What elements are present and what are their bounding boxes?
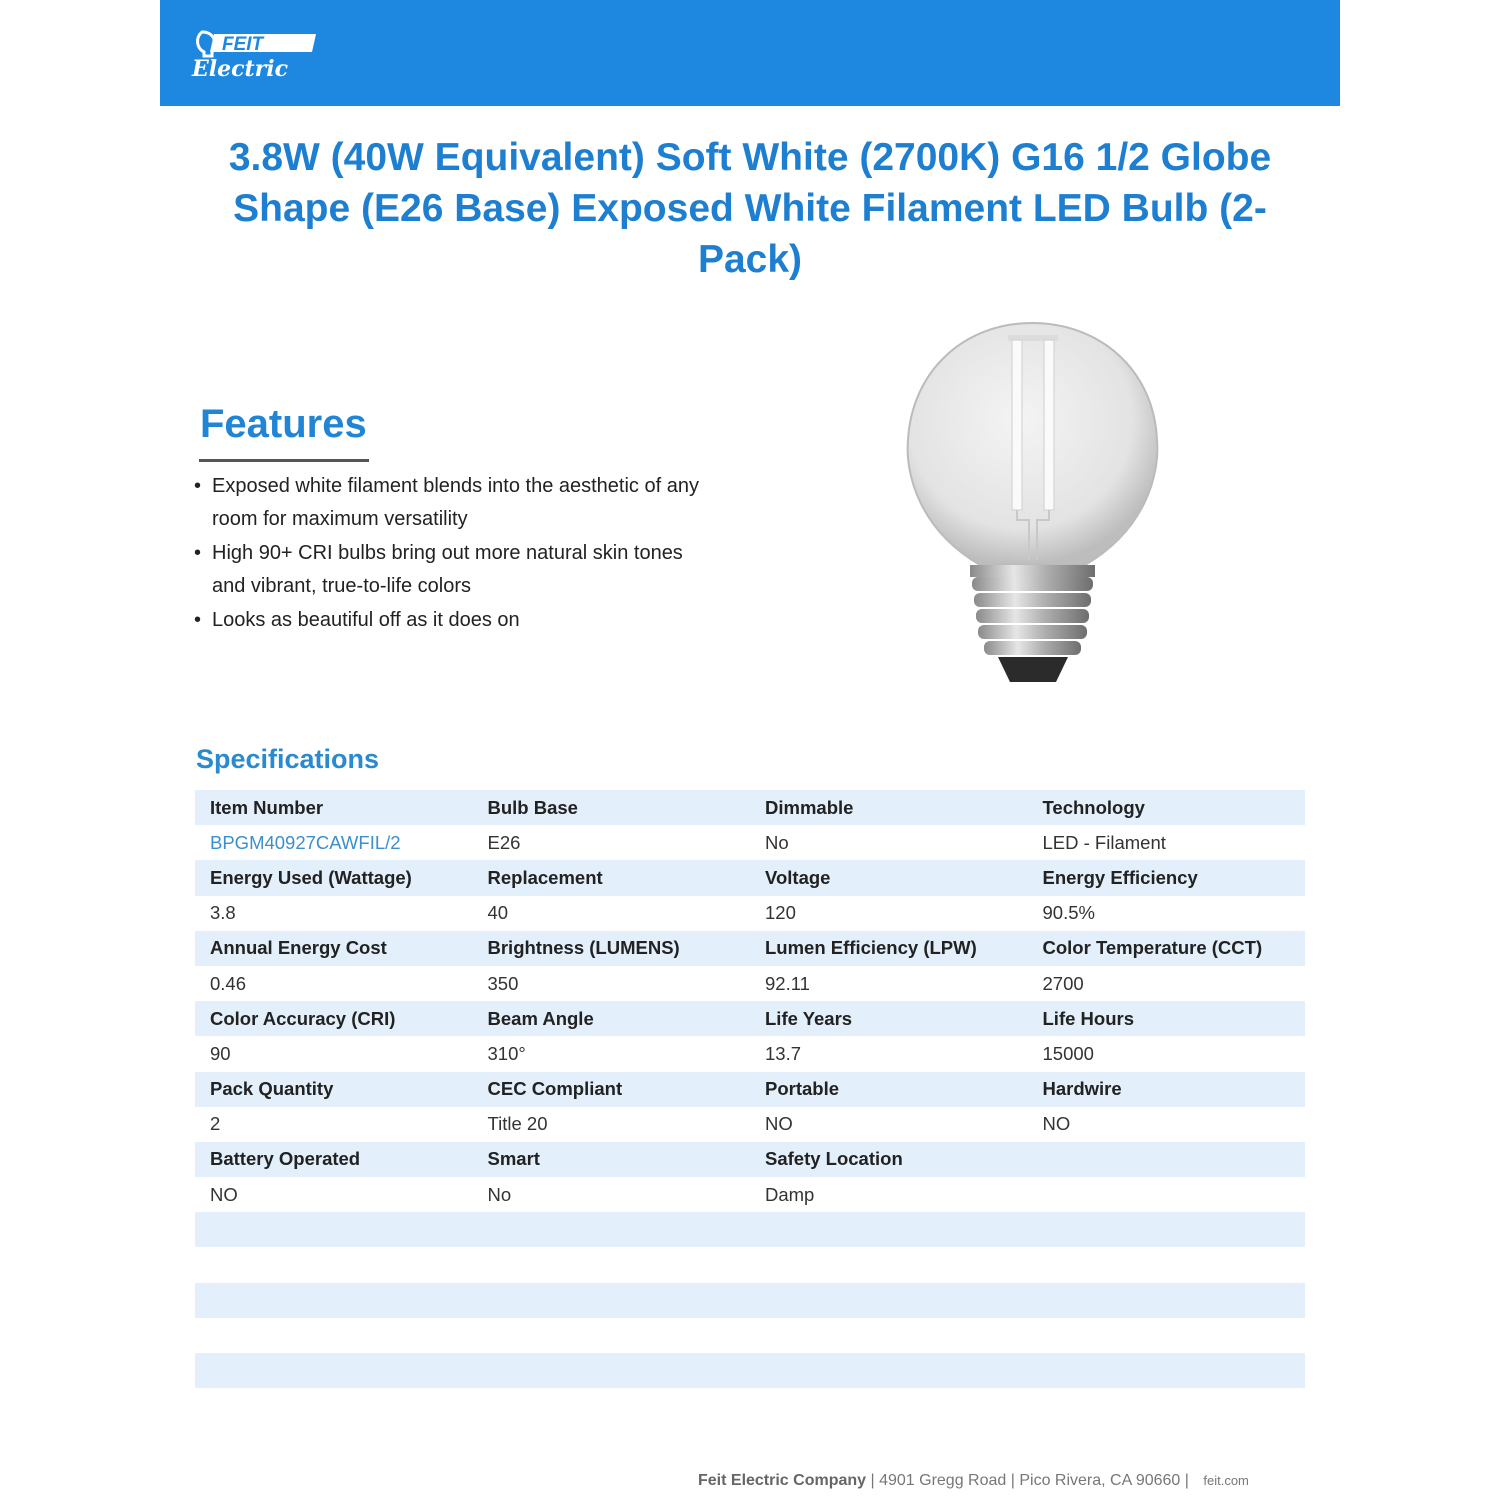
spec-label: Battery Operated bbox=[210, 1148, 361, 1170]
spec-label: CEC Compliant bbox=[487, 1078, 623, 1100]
feature-text: Exposed white filament blends into the aesthetic of any room for maximum versatility bbox=[212, 475, 699, 530]
spec-value: Title 20 bbox=[487, 1113, 548, 1135]
spec-label-row bbox=[195, 1072, 1305, 1107]
spec-value: 2700 bbox=[1042, 972, 1084, 994]
spec-value: No bbox=[487, 1183, 512, 1205]
footer bbox=[698, 1472, 1249, 1490]
features-list bbox=[192, 470, 712, 639]
spec-label: Life Years bbox=[765, 1007, 853, 1029]
spec-label: Annual Energy Cost bbox=[210, 937, 387, 959]
spec-label: Color Accuracy (CRI) bbox=[210, 1007, 396, 1029]
spec-label-row bbox=[195, 860, 1305, 895]
spec-label: Life Hours bbox=[1042, 1007, 1134, 1029]
spec-value: 40 bbox=[487, 902, 509, 924]
spec-value-row bbox=[195, 825, 1305, 860]
spec-label: Item Number bbox=[210, 796, 324, 818]
spec-label-row bbox=[195, 1001, 1305, 1036]
spec-value: NO bbox=[210, 1183, 238, 1205]
feature-item bbox=[192, 537, 712, 602]
spec-label: Brightness (LUMENS) bbox=[487, 937, 680, 959]
spec-value-row bbox=[195, 966, 1305, 1001]
footer-website-link[interactable]: feit.com bbox=[1203, 1473, 1249, 1488]
spec-label: Lumen Efficiency (LPW) bbox=[765, 937, 977, 959]
spec-value: NO bbox=[765, 1113, 793, 1135]
spec-value: 92.11 bbox=[765, 972, 810, 994]
spec-label: Dimmable bbox=[765, 796, 854, 818]
spec-value-row bbox=[195, 1107, 1305, 1142]
specifications-table bbox=[195, 790, 1305, 1388]
features-heading: Features bbox=[200, 402, 367, 446]
spec-label-row bbox=[195, 1142, 1305, 1177]
spec-empty-row bbox=[195, 1353, 1305, 1388]
spec-label: Replacement bbox=[487, 866, 603, 888]
spec-label: Hardwire bbox=[1042, 1078, 1122, 1100]
spec-label: Pack Quantity bbox=[210, 1078, 334, 1100]
spec-label: Voltage bbox=[765, 866, 831, 888]
spec-value: 15000 bbox=[1042, 1042, 1094, 1064]
spec-label-row bbox=[195, 931, 1305, 966]
specifications-heading: Specifications bbox=[196, 744, 380, 774]
product-title: 3.8W (40W Equivalent) Soft White (2700K) G16 1/2 Globe Shape (E26 Base) Exposed White Filament LED Bulb (2-Pack) bbox=[228, 136, 1272, 281]
bullet-icon: • bbox=[194, 475, 202, 497]
spec-label: Safety Location bbox=[765, 1148, 903, 1170]
feature-item bbox=[192, 604, 712, 637]
spec-value: LED - Filament bbox=[1042, 831, 1166, 853]
bullet-icon: • bbox=[194, 542, 202, 564]
spec-value: 90 bbox=[210, 1042, 231, 1064]
spec-value: 13.7 bbox=[765, 1042, 802, 1064]
footer-company: Feit Electric Company bbox=[698, 1472, 867, 1489]
spec-value: 90.5% bbox=[1042, 902, 1095, 924]
spec-label: Portable bbox=[765, 1078, 840, 1100]
spec-value-row bbox=[195, 1036, 1305, 1071]
spec-label: Energy Used (Wattage) bbox=[210, 866, 412, 888]
feature-text: High 90+ CRI bulbs bring out more natural skin tones and vibrant, true-to-life colors bbox=[212, 542, 683, 597]
spec-label: Beam Angle bbox=[487, 1007, 594, 1029]
feit-electric-logo bbox=[188, 28, 318, 82]
spec-label: Energy Efficiency bbox=[1042, 866, 1198, 888]
spec-value: E26 bbox=[487, 831, 521, 853]
spec-label: Smart bbox=[487, 1148, 540, 1170]
header-band bbox=[160, 0, 1340, 106]
spec-empty-row bbox=[195, 1318, 1305, 1353]
spec-value: 310° bbox=[487, 1042, 526, 1064]
spec-label: Bulb Base bbox=[487, 796, 578, 818]
spec-empty-row bbox=[195, 1212, 1305, 1247]
spec-value: Damp bbox=[765, 1183, 815, 1205]
product-image-bulb bbox=[900, 315, 1165, 700]
spec-empty-row bbox=[195, 1247, 1305, 1282]
logo-electric-text: Electric bbox=[192, 56, 289, 82]
footer-address: | 4901 Gregg Road | Pico Rivera, CA 90660 | bbox=[866, 1472, 1194, 1489]
feature-text: Looks as beautiful off as it does on bbox=[212, 609, 520, 631]
spec-value-row bbox=[195, 896, 1305, 931]
spec-value: 3.8 bbox=[210, 902, 236, 924]
logo-feit-text: FEIT bbox=[222, 34, 264, 55]
feature-item bbox=[192, 470, 712, 535]
features-divider bbox=[199, 459, 369, 462]
spec-value: 0.46 bbox=[210, 972, 247, 994]
spec-value: 2 bbox=[210, 1113, 221, 1135]
spec-value: 350 bbox=[487, 972, 519, 994]
bullet-icon: • bbox=[194, 609, 202, 631]
item-number-link[interactable]: BPGM40927CAWFIL/2 bbox=[210, 831, 401, 853]
spec-label-row bbox=[195, 790, 1305, 825]
spec-value: NO bbox=[1042, 1113, 1071, 1135]
spec-label: Technology bbox=[1042, 796, 1145, 818]
spec-value: No bbox=[765, 831, 789, 853]
spec-value: 120 bbox=[765, 902, 796, 924]
spec-empty-row bbox=[195, 1283, 1305, 1318]
spec-value-row bbox=[195, 1177, 1305, 1212]
spec-label: Color Temperature (CCT) bbox=[1042, 937, 1263, 959]
